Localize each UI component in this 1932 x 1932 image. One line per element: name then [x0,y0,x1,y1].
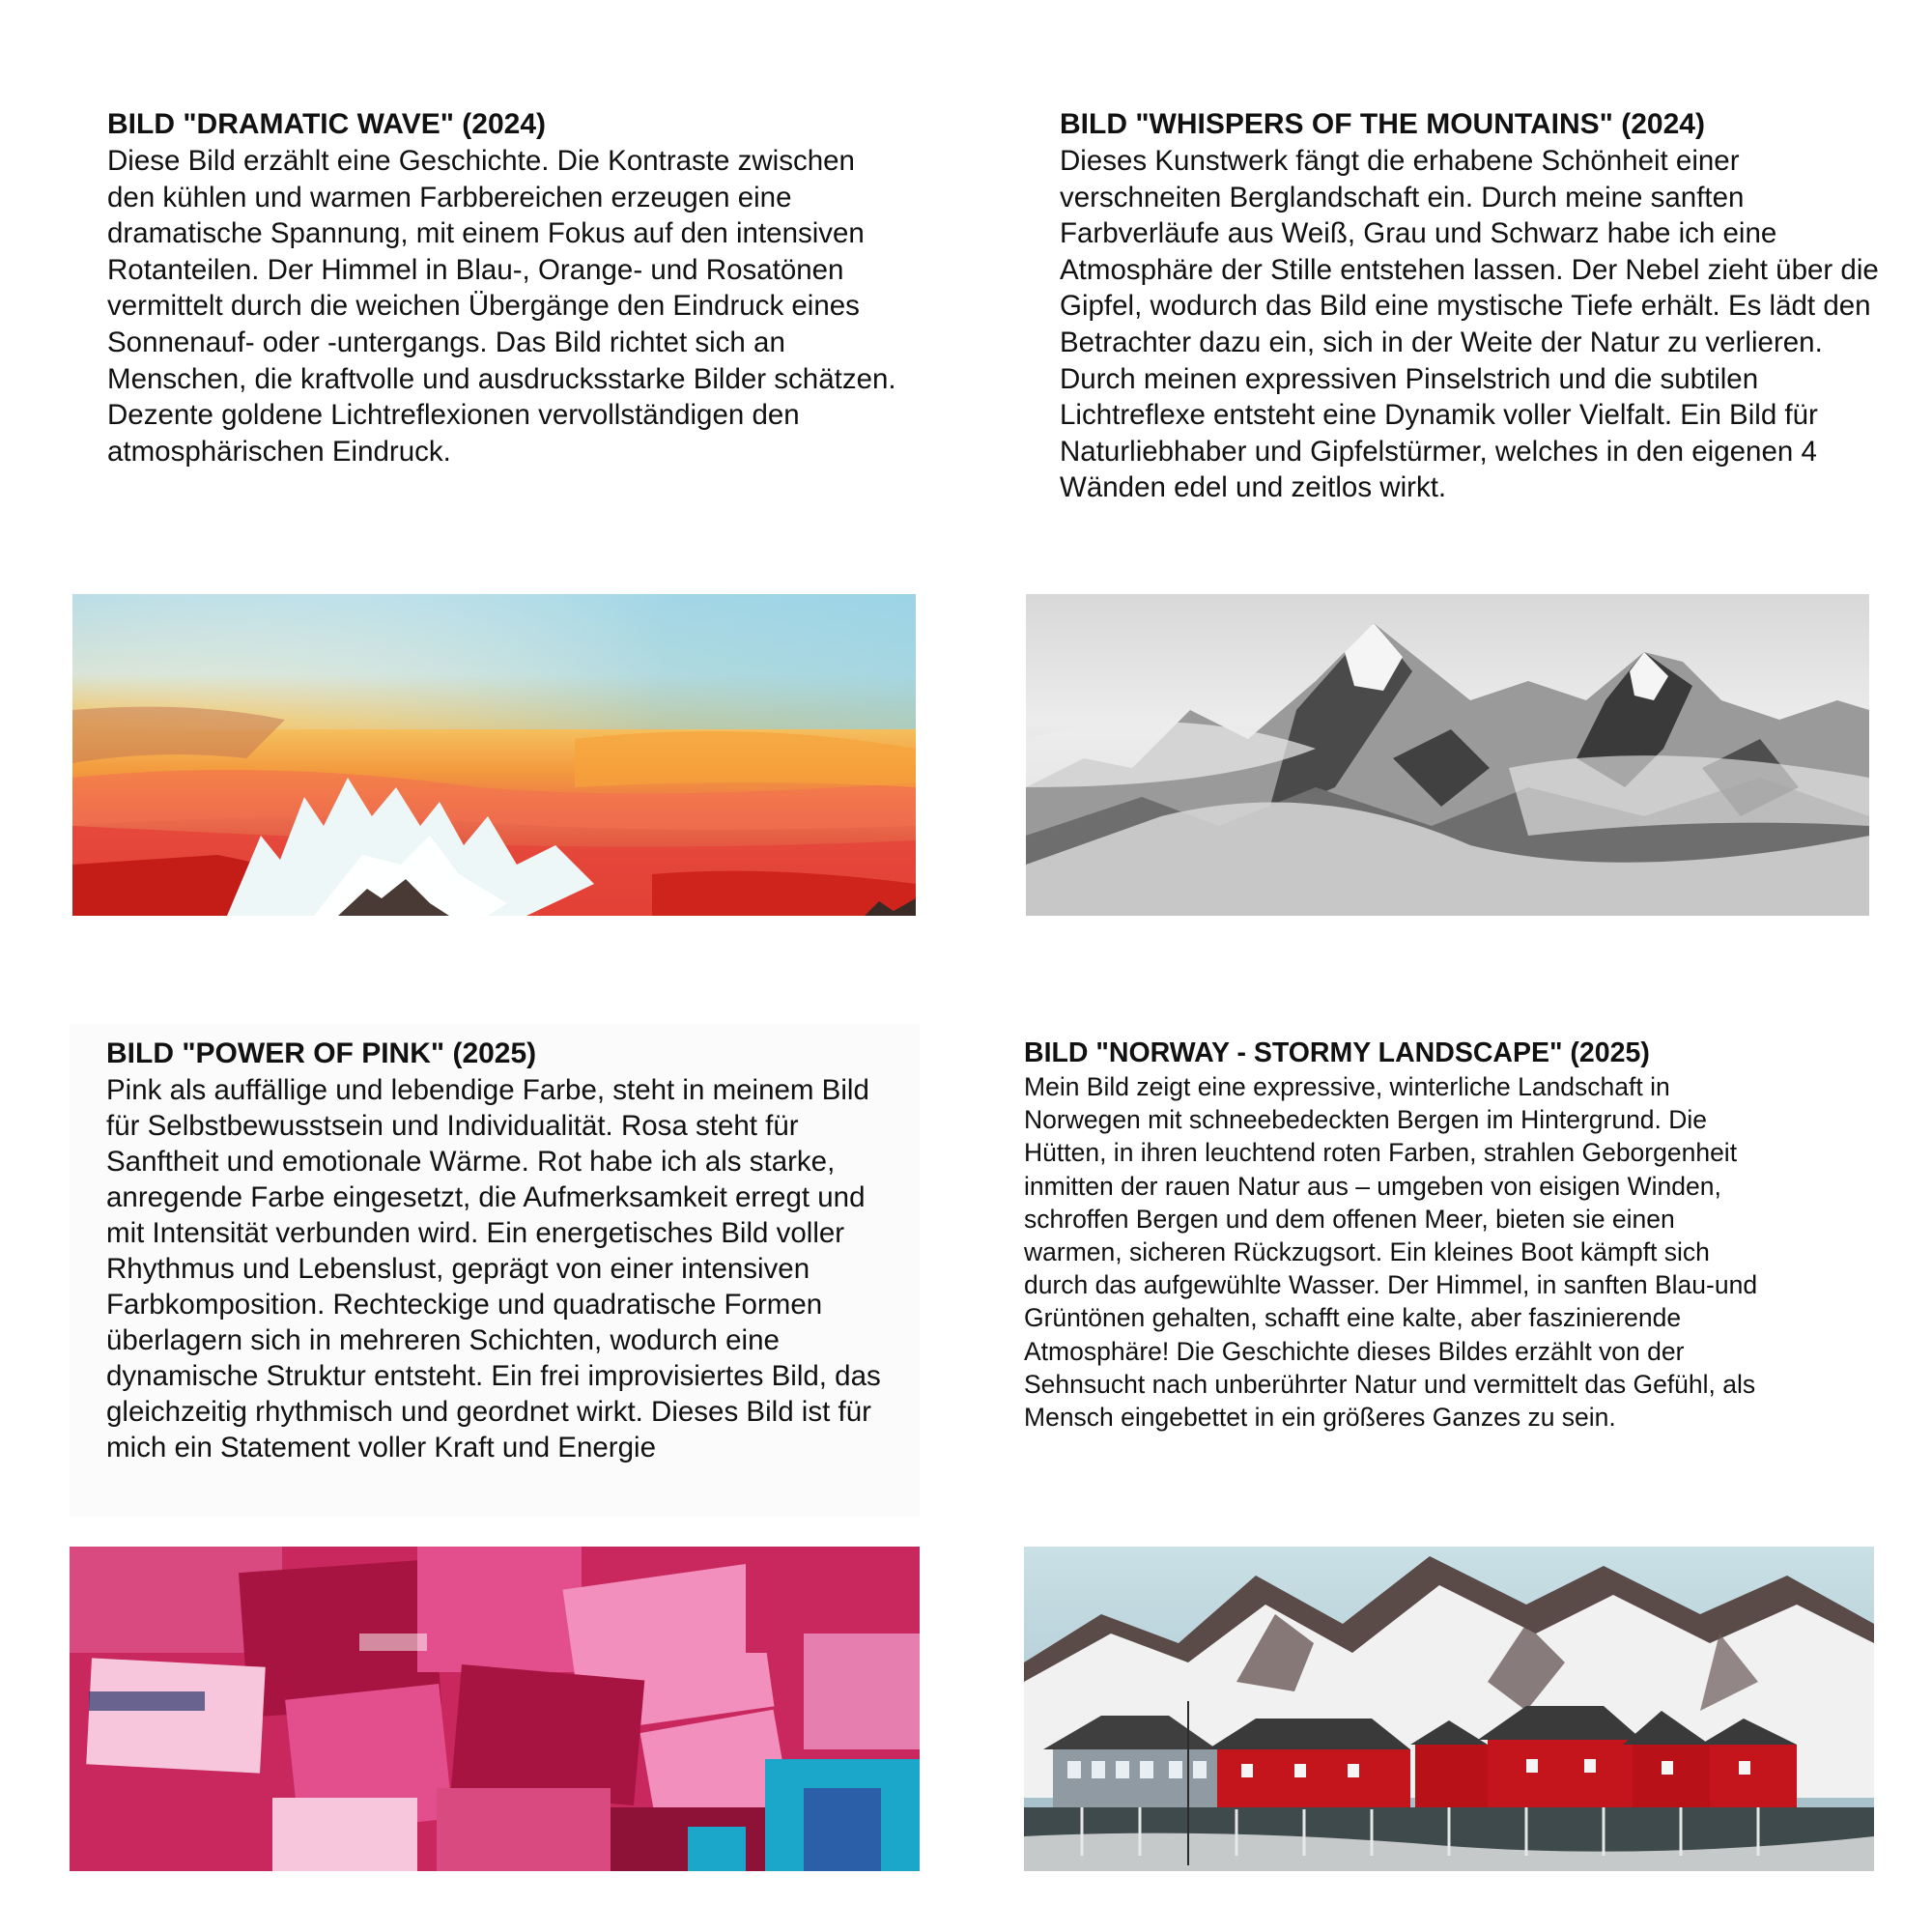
artwork-4-title: BILD "NORWAY - STORMY LANDSCAPE" (2025) [1024,1037,1650,1068]
artwork-2-description: Dieses Kunstwerk fängt die erhabene Schönheit einer verschneiten Berglandschaft ein. Durch meine sanften Farbverläufe aus Weiß, Grau und Schwarz habe ich eine Atmosphäre der Stille entstehen lassen. Der Nebel zieht über die Gipfel, wodurch das Bild eine mystische Tiefe erhält. Es lädt den Betrachter dazu ein, sich in der Weite der Natur zu verlieren. Durch meinen expressiven Pinselstrich und die subtilen Lichtreflexe entsteht eine Dynamik voller Vielfalt. Ein Bild für Naturliebhaber und Gipfelstürmer, welches in den eigenen 4 Wänden edel und zeitlos wirkt. [1060,145,1879,504]
painting-norway-stormy-landscape-image [1024,1547,1874,1871]
artwork-3-title: BILD "POWER OF PINK" (2025) [106,1037,537,1069]
painting-dramatic-wave-image [72,594,916,916]
artwork-3-description: Pink als auffällige und lebendige Farbe, steht in meinem Bild für Selbstbewusstsein und Individualität. Rosa steht für Sanftheit und emotionale Wärme. Rot habe ich als starke, anregende Farbe eingesetzt, die Aufmerksamkeit erregt und mit Intensität verbunden wird. Ein energetisches Bild voller Rhythmus und Lebenslust, geprägt von einer intensiven Farbkomposition. Rechteckige und quadratische Formen überlagern sich in mehreren Schichten, wodurch eine dynamische Struktur entsteht. Ein frei improvisiertes Bild, das gleichzeitig rhythmisch und geordnet wirkt. Dieses Bild ist für mich ein Statement voller Kraft und Energie [106,1074,881,1463]
painting-power-of-pink-image [70,1547,920,1871]
artwork-1-text [107,106,909,469]
artwork-4-text [1024,1036,1777,1434]
artwork-2-title: BILD "WHISPERS OF THE MOUNTAINS" (2024) [1060,108,1705,140]
painting-whispers-of-the-mountains-image [1026,594,1869,916]
artwork-1-title: BILD "DRAMATIC WAVE" (2024) [107,108,547,140]
artwork-2-text [1060,106,1890,506]
artwork-3-text [106,1036,908,1465]
artwork-4-description: Mein Bild zeigt eine expressive, winterliche Landschaft in Norwegen mit schneebedeckten Bergen im Hintergrund. Die Hütten, in ihren leuchtend roten Farben, strahlen Geborgenheit inmitten der rauen Natur aus – umgeben von eisigen Winden, schroffen Bergen und dem offenen Meer, bieten sie einen warmen, sicheren Rückzugsort. Ein kleines Boot kämpft sich durch das aufgewühlte Wasser. Der Himmel, in sanften Blau-und Grüntönen gehalten, schafft eine kalte, aber faszinierende Atmosphäre! Die Geschichte dieses Bildes erzählt von der Sehnsucht nach unberührter Natur und vermittelt das Gefühl, als Mensch eingebettet in ein größeres Ganzes zu sein. [1024,1072,1758,1433]
artwork-1-description: Diese Bild erzählt eine Geschichte. Die Kontraste zwischen den kühlen und warmen Farbbereichen erzeugen eine dramatische Spannung, mit einem Fokus auf den intensiven Rotanteilen. Der Himmel in Blau-, Orange- und Rosatönen vermittelt durch die weichen Übergänge den Eindruck eines Sonnenauf- oder -untergangs. Das Bild richtet sich an Menschen, die kraftvolle und ausdrucksstarke Bilder schätzen. Dezente goldene Lichtreflexionen vervollständigen den atmosphärischen Eindruck. [107,145,896,468]
